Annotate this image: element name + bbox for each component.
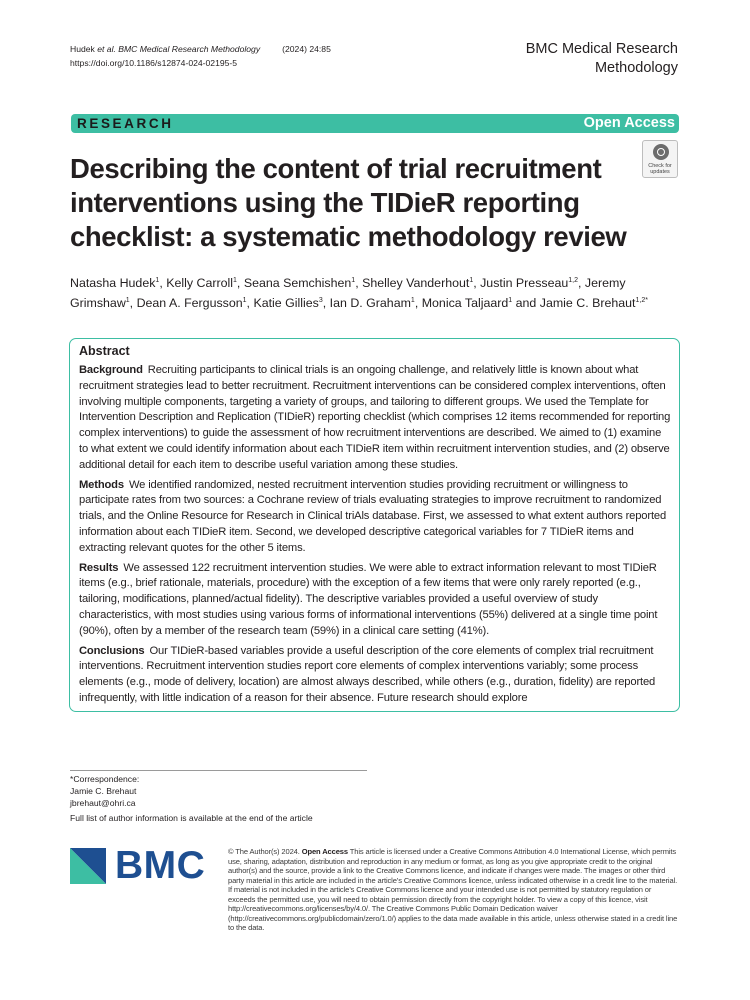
abstract-heading: Abstract [79,344,130,358]
article-type-band [71,114,679,133]
abstract-conclusions-label: Conclusions [79,644,145,657]
citation-author: Hudek [70,44,98,54]
author-separator: , [414,296,422,310]
abstract-results [79,561,673,640]
abstract-box [69,338,680,712]
journal-name-line2: Methodology [594,60,678,76]
license-copyright: © The Author(s) 2024. [228,847,300,856]
author-separator: , [355,276,363,290]
author-name[interactable]: Seana Semchishen [243,276,352,290]
author-name[interactable]: Jeremy Grimshaw [70,276,626,310]
license-statement [228,847,680,933]
abstract-methods [79,478,673,557]
article-title: Describing the content of trial recruitment interventions using the TIDieR reporting checklist: a systematic methodology review [70,153,627,252]
author-name[interactable]: Natasha Hudek [70,276,156,290]
check-for-updates-icon [653,144,669,160]
license-text: This article is licensed under a Creative Commons Attribution 4.0 International License, which permits use, sharing, adaptation, distribution and reproduction in any medium or format, as long as you give appropriate credit to the original author(s) and the source, provide a link to the Creative Commons licence, and indicate if changes were made. The images or other third party material in this article are included in the article’s Creative Commons licence, unless indicated otherwise in a credit line to the material. If material is not included in the article’s Creative Commons licence and your intended use is not permitted by statutory regulation or exceeds the permitted use, you will need to obtain permission directly from the copyright holder. To view a copy of this licence, visit http://creativecommons.org/licenses/by/4.0/. The Creative Commons Public Domain Dedication waiver (http://creativecommons.org/publicdomain/zero/1.0/) applies to the data made available in this article, unless otherwise stated in a credit line to the data. [228,847,678,933]
author-list [70,273,680,313]
journal-name-line1: BMC Medical Research [525,41,678,57]
author-affiliation: 1 [242,296,247,304]
author-affiliation: 1 [233,276,237,284]
author-separator: , [236,276,244,290]
license-open-access: Open Access [301,847,348,856]
author-separator: , [246,296,254,310]
author-affiliation: 1,2 [568,276,578,284]
author-affiliation: 1 [125,296,130,304]
abstract-background-label: Background [79,364,143,376]
author-name[interactable]: Kelly Carroll [166,276,234,290]
author-name[interactable]: Shelley Vanderhout [362,276,470,290]
author-separator: , [159,276,167,290]
abstract-conclusions-text: Our TIDieR-based variables provide a useful description of the core elements of complex trial recruitment interventions. Recruitment intervention studies report core elements of complex interventions variably; some process elements (e.g., mode of delivery, location) are almost always described, while others (e.g., duration, fidelity) are reported infrequently, with little indication of a reason for their absence. Future research should explore [79,644,656,704]
citation-journal: et al. BMC Medical Research Methodology [97,44,261,54]
author-affiliation: 1 [351,276,356,284]
doi-link[interactable]: https://doi.org/10.1186/s12874-024-02195-5 [70,58,238,68]
author-separator: , [578,276,585,290]
bmc-logo-mark [70,848,106,884]
author-name[interactable]: Katie Gillies [253,296,319,310]
author-separator: , [322,296,330,310]
correspondence-label: *Correspondence: [70,774,140,784]
abstract-results-text: We assessed 122 recruitment intervention studies. We were able to extract information relevant to most TIDieR items (e.g., brief rationale, materials, procedure) with the exception of a few items that were only rarely reported (e.g., tailoring, modifications, planned/actual fidelity). The descriptive variables provided a useful overview of study characteristics, with most studies using various forms of informational interventions (55%) delivered at a single time point (90%), often by a member of the research team (59%) in a clinical care setting (41%). [79,561,658,637]
author-affiliation: 3 [318,296,323,304]
author-affiliation: 1,2* [635,296,648,304]
citation-line [70,42,331,56]
footnote-divider [70,770,367,771]
author-separator: , [129,296,137,310]
abstract-methods-text: We identified randomized, nested recruitment intervention studies providing recruitment or willingness to participate rates from two sources: a Cochrane review of trials evaluating strategies to improve recruitment to randomized trials, and the Online Resource for Research in Clinical triAls database. First, we assessed to what extent authors reported information about each TIDieR item. Second, we developed descriptive categorical variables for 7 TIDieR items and extracting relevant quotes for the other 5 items. [79,478,667,554]
bmc-logo-text: BMC [115,844,206,887]
check-for-updates-label [643,163,677,175]
author-name[interactable]: Monica Taljaard [421,296,509,310]
abstract-background [79,363,673,474]
abstract-conclusions [79,644,673,707]
author-name[interactable]: Justin Presseau [480,276,569,290]
author-affiliation: 1 [155,276,160,284]
abstract-body [79,363,673,711]
correspondence-name: Jamie C. Brehaut [70,786,137,797]
author-separator: and [512,296,540,310]
author-name[interactable]: Jamie C. Brehaut [539,296,636,310]
check-for-updates-line1: Check for [648,163,672,169]
correspondence-email[interactable]: jbrehaut@ohri.ca [70,798,136,809]
author-affiliation: 1 [410,296,415,304]
abstract-methods-label: Methods [79,478,124,491]
author-affiliation: 1 [508,296,513,304]
citation-year-volume: (2024) 24:85 [282,44,331,54]
open-access-label: Open Access [583,115,675,131]
abstract-results-label: Results [79,561,119,574]
author-name[interactable]: Dean A. Fergusson [136,296,243,310]
author-info-note: Full list of author information is available at the end of the article [70,813,313,823]
journal-name [478,40,678,78]
author-affiliation: 1 [469,276,474,284]
article-type-label: RESEARCH [77,116,174,131]
author-separator: , [473,276,481,290]
author-name[interactable]: Ian D. Graham [329,296,411,310]
abstract-background-text: Recruiting participants to clinical trials is an ongoing challenge, and relatively little is known about what recruitment strategies lead to better recruitment. Recruitment interventions can be considered complex interventions, often involving multiple components, targeting a variety of groups, and tailoring to different groups. We used the Template for Intervention Description and Replication (TIDieR) reporting checklist (which comprises 12 items recommended for reporting complex interventions) to guide the assessment of how recruitment interventions are described. We aimed to (1) examine to what extent we could identify information about each TIDieR item within recruitment intervention studies, and (2) observe additional detail for each item to describe useful variation among these studies. [79,364,671,471]
bmc-logo [70,844,210,887]
correspondence-block [70,773,139,810]
check-for-updates-button[interactable] [642,140,678,178]
check-for-updates-line2: updates [650,169,670,175]
citation-header [70,42,331,70]
